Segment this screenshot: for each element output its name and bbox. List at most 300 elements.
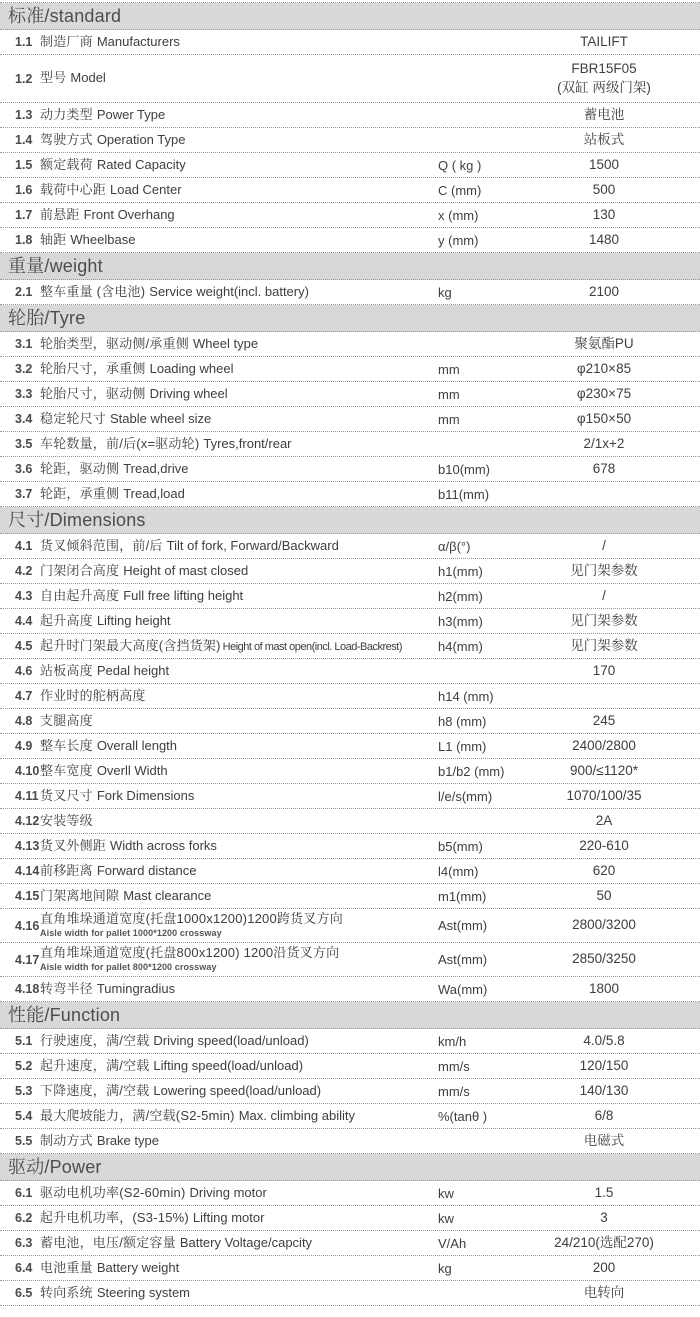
table-row (0, 1129, 700, 1154)
row-label-main (40, 158, 438, 173)
row-value (508, 1259, 700, 1278)
table-row (0, 178, 700, 203)
row-label-zh: 轮距，承重侧 (40, 485, 120, 501)
row-label-en: Forward distance (96, 862, 197, 878)
section-header: 轮胎/Tyre (0, 305, 700, 332)
row-label-en: Stable wheel size (110, 410, 212, 426)
row-label (40, 208, 438, 223)
row-number: 4.11 (15, 789, 39, 803)
row-label-en: Lowering speed(load/unload) (153, 1082, 322, 1098)
table-row (0, 684, 700, 709)
row-label-zh: 轮距，驱动侧 (40, 460, 120, 476)
row-label-main (40, 285, 438, 300)
row-label-en: Full free lifting height (123, 587, 244, 603)
row-label (40, 1034, 438, 1049)
row-label-zh: 动力类型 (40, 106, 93, 122)
row-number: 3.3 (15, 387, 33, 401)
section-header: 尺寸/Dimensions (0, 507, 700, 534)
row-value-line: 500 (592, 181, 616, 197)
row-label (40, 864, 438, 879)
row-label-zh: 轴距 (40, 231, 67, 247)
row-value-line: 245 (592, 712, 616, 728)
row-number: 4.3 (15, 589, 33, 603)
table-row (0, 128, 700, 153)
table-row (0, 228, 700, 253)
row-unit: Wa(mm) (438, 981, 488, 997)
row-value (508, 980, 700, 999)
row-value-line: TAILIFT (580, 33, 628, 49)
row-value-line: 1500 (588, 156, 620, 172)
row-label-subtext: Aisle width for pallet 800*1200 crossway (40, 962, 217, 973)
row-value-line: 120/150 (579, 1057, 629, 1073)
table-row (0, 709, 700, 734)
row-value (508, 916, 700, 935)
table-row (0, 734, 700, 759)
row-label-zh: 安装等级 (40, 812, 93, 828)
row-label-main (40, 71, 438, 86)
row-label (40, 1286, 438, 1301)
row-value (508, 612, 700, 631)
row-value-line: 6/8 (594, 1107, 614, 1123)
row-number: 4.10 (15, 764, 40, 778)
row-value (508, 737, 700, 756)
row-value-line: / (602, 537, 606, 553)
row-value-line: / (602, 587, 606, 603)
row-label (40, 462, 438, 477)
row-unit: h4(mm) (438, 638, 483, 654)
row-label-zh: 货叉尺寸 (40, 787, 93, 803)
row-number: 1.6 (15, 183, 33, 197)
row-unit: Ast(mm) (438, 952, 488, 967)
row-value-line: φ230×75 (576, 385, 632, 401)
row-value (508, 181, 700, 200)
row-label (40, 764, 438, 779)
table-row (0, 609, 700, 634)
row-value (508, 360, 700, 379)
row-unit: y (mm) (438, 232, 479, 248)
row-value (508, 283, 700, 302)
row-label-en: Tread,load (123, 485, 185, 501)
row-label-en: Driving speed(load/unload) (153, 1032, 309, 1048)
row-label-en: Height of mast closed (123, 562, 249, 578)
table-row (0, 784, 700, 809)
row-label-en: Tilt of fork, Forward/Backward (166, 537, 339, 553)
table-row (0, 859, 700, 884)
row-unit: h14 (mm) (438, 688, 494, 704)
row-label-zh: 自由起升高度 (40, 587, 120, 603)
row-label (40, 158, 438, 173)
row-label-main (40, 864, 438, 879)
row-value-line: FBR15F05 (571, 60, 637, 76)
row-label-main (40, 1261, 438, 1276)
row-unit: %(tanθ ) (438, 1108, 488, 1124)
row-number: 4.16 (15, 918, 40, 933)
row-label-en: Service weight(incl. battery) (149, 283, 309, 299)
row-label-en: Width across forks (110, 837, 217, 853)
row-label-main (40, 337, 438, 352)
row-label (40, 1236, 438, 1251)
row-label-main (40, 764, 438, 779)
row-label (40, 689, 438, 704)
row-label (40, 387, 438, 402)
row-label (40, 889, 438, 904)
row-number: 4.13 (15, 839, 40, 853)
row-label-subtext: Aisle width for pallet 1000*1200 crossway (40, 928, 222, 939)
row-value-line: 220-610 (579, 837, 629, 853)
table-row (0, 1079, 700, 1104)
row-number: 1.4 (15, 133, 33, 147)
row-unit: α/β(°) (438, 538, 471, 554)
row-label-en: Wheelbase (70, 231, 136, 247)
row-number: 1.1 (15, 35, 33, 49)
row-label-en: Battery weight (96, 1259, 180, 1275)
row-number: 5.4 (15, 1109, 33, 1123)
row-value (508, 131, 700, 150)
row-value-line: 130 (592, 206, 616, 222)
row-number: 4.18 (15, 982, 40, 996)
row-label-en: Power Type (96, 106, 166, 122)
row-value (508, 1057, 700, 1076)
row-number: 4.1 (15, 539, 33, 553)
row-number: 4.15 (15, 889, 40, 903)
row-label (40, 285, 438, 300)
row-number: 3.5 (15, 437, 33, 451)
row-number: 1.7 (15, 208, 33, 222)
row-value (508, 1184, 700, 1203)
row-label-zh: 轮胎尺寸，承重侧 (40, 360, 146, 376)
row-number: 6.1 (15, 1186, 33, 1200)
row-value (508, 1132, 700, 1151)
row-label-zh: 转向系统 (40, 1284, 93, 1300)
row-label-zh: 起升电机功率，(S3-15%) (40, 1209, 189, 1225)
row-value-line: 170 (592, 662, 616, 678)
table-row (0, 30, 700, 55)
row-unit: kg (438, 1260, 452, 1276)
row-label-en: Operation Type (96, 131, 186, 147)
table-row (0, 1181, 700, 1206)
row-value-line: 见门架参数 (570, 612, 638, 628)
row-label-en: Tumingradius (96, 980, 176, 996)
row-label (40, 1186, 438, 1201)
row-value-line: 200 (592, 1259, 616, 1275)
row-label (40, 1109, 438, 1124)
row-value-line: 2800/3200 (572, 917, 636, 933)
row-label-zh: 前移距离 (40, 862, 93, 878)
row-label-zh: 站板高度 (40, 662, 93, 678)
row-label-main (40, 183, 438, 198)
row-value-line: 2400/2800 (572, 737, 636, 753)
table-row (0, 153, 700, 178)
row-value (508, 587, 700, 606)
row-label-main (40, 1186, 438, 1201)
row-label-en: Driving wheel (149, 385, 228, 401)
spec-table (0, 2, 700, 1306)
row-unit: l4(mm) (438, 863, 479, 879)
row-label-zh: 货叉外侧距 (40, 837, 107, 853)
row-label-zh: 轮胎类型，驱动侧/承重侧 (40, 335, 190, 351)
row-label-en: Driving motor (189, 1184, 267, 1200)
row-label-zh: 直角堆垛通道宽度(托盘1000x1200)1200跨货叉方向 (40, 911, 343, 927)
row-label-main (40, 639, 438, 654)
row-label (40, 487, 438, 502)
row-number: 6.3 (15, 1236, 33, 1250)
row-label-main (40, 614, 438, 629)
row-value-line: 2A (595, 812, 613, 828)
row-number: 4.5 (15, 639, 33, 653)
row-unit: kw (438, 1185, 454, 1201)
row-label-zh: 整车重量 (含电池) (40, 283, 146, 299)
row-label (40, 108, 438, 123)
row-label-en: Overall length (96, 737, 178, 753)
row-value (508, 862, 700, 881)
table-row (0, 1029, 700, 1054)
row-label-main (40, 208, 438, 223)
section-header: 重量/weight (0, 253, 700, 280)
row-label-zh: 最大爬坡能力，满/空载(S2-5min) (40, 1107, 235, 1123)
row-unit: km/h (438, 1033, 467, 1049)
row-value-line: φ150×50 (576, 410, 632, 426)
row-label-main (40, 1084, 438, 1099)
row-value (508, 1284, 700, 1303)
row-unit: mm/s (438, 1083, 470, 1099)
row-label (40, 1084, 438, 1099)
row-label-zh: 驱动电机功率(S2-60min) (40, 1184, 186, 1200)
row-value-line: 电转向 (583, 1284, 625, 1300)
row-value (508, 1032, 700, 1051)
table-row (0, 432, 700, 457)
row-number: 4.2 (15, 564, 33, 578)
table-row (0, 1231, 700, 1256)
table-row (0, 357, 700, 382)
row-label-main (40, 1034, 438, 1049)
row-label (40, 564, 438, 579)
table-row (0, 977, 700, 1002)
row-label-zh: 稳定轮尺寸 (40, 410, 107, 426)
row-label (40, 912, 438, 938)
section-header: 驱动/Power (0, 1154, 700, 1181)
row-label-en: Fork Dimensions (96, 787, 195, 803)
table-row (0, 759, 700, 784)
row-value (508, 537, 700, 556)
row-value (508, 762, 700, 781)
table-row (0, 1256, 700, 1281)
row-number: 3.1 (15, 337, 33, 351)
row-label (40, 789, 438, 804)
row-label-zh: 作业时的舵柄高度 (40, 687, 146, 703)
row-number: 5.3 (15, 1084, 33, 1098)
row-value (508, 887, 700, 906)
table-row (0, 482, 700, 507)
row-label (40, 714, 438, 729)
row-value (508, 1234, 700, 1253)
row-value (508, 206, 700, 225)
row-value (508, 562, 700, 581)
row-label (40, 437, 438, 452)
row-label-main (40, 889, 438, 904)
row-unit: C (mm) (438, 182, 482, 198)
section-header: 标准/standard (0, 3, 700, 30)
row-label-zh: 额定载荷 (40, 156, 93, 172)
row-label-en: Pedal height (96, 662, 170, 678)
row-label-en: Load Center (110, 181, 182, 197)
row-value (508, 637, 700, 656)
row-label-main (40, 1286, 438, 1301)
table-row (0, 834, 700, 859)
table-row (0, 584, 700, 609)
row-number: 4.12 (15, 814, 40, 828)
row-label-main (40, 35, 438, 50)
row-value (508, 435, 700, 454)
row-label-main (40, 539, 438, 554)
row-label (40, 589, 438, 604)
row-value-line: 2/1x+2 (583, 435, 625, 451)
row-label-main (40, 233, 438, 248)
row-value (508, 410, 700, 429)
row-unit: mm (438, 411, 460, 427)
row-label-en: Max. climbing ability (238, 1107, 356, 1123)
row-number: 1.5 (15, 158, 33, 172)
row-value (508, 106, 700, 125)
table-row (0, 909, 700, 943)
table-row (0, 407, 700, 432)
row-label-zh: 整车长度 (40, 737, 93, 753)
row-label-en: Mast clearance (123, 887, 212, 903)
row-value (508, 1082, 700, 1101)
row-number: 1.3 (15, 108, 33, 122)
row-value-line: 140/130 (579, 1082, 629, 1098)
row-unit: b5(mm) (438, 838, 483, 854)
row-label (40, 133, 438, 148)
row-label-zh: 电池重量 (40, 1259, 93, 1275)
row-value (508, 787, 700, 806)
row-label-main (40, 108, 438, 123)
table-row (0, 884, 700, 909)
row-value-line: 2850/3250 (572, 951, 636, 967)
row-label-main (40, 564, 438, 579)
row-number: 2.1 (15, 285, 33, 299)
row-label-zh: 支腿高度 (40, 712, 93, 728)
row-number: 4.7 (15, 689, 33, 703)
row-label-main (40, 1109, 438, 1124)
row-unit: Ast(mm) (438, 918, 488, 933)
row-label-main (40, 814, 438, 829)
row-label-main (40, 1059, 438, 1074)
table-row (0, 534, 700, 559)
row-number: 3.2 (15, 362, 33, 376)
row-value (508, 662, 700, 681)
row-label-en: Tread,drive (123, 460, 189, 476)
row-unit: V/Ah (438, 1235, 467, 1251)
row-value (508, 1107, 700, 1126)
row-number: 3.7 (15, 487, 33, 501)
row-label-zh: 驾驶方式 (40, 131, 93, 147)
row-value-line: 电磁式 (583, 1132, 625, 1148)
row-unit: mm/s (438, 1058, 470, 1074)
row-label-zh: 门架闭合高度 (40, 562, 120, 578)
row-label-en: Lifting speed(load/unload) (153, 1057, 304, 1073)
row-label-main (40, 1134, 438, 1149)
row-value-line: 620 (592, 862, 616, 878)
row-label-main (40, 664, 438, 679)
row-value (508, 156, 700, 175)
row-label-zh: 车轮数量，前/后(x=驱动轮) (40, 435, 200, 451)
row-label (40, 71, 438, 86)
row-label-main (40, 133, 438, 148)
row-label-zh: 制造厂商 (40, 33, 93, 49)
row-number: 5.2 (15, 1059, 33, 1073)
row-label (40, 539, 438, 554)
row-value-line: 50 (596, 887, 612, 903)
row-label-zh: 起升高度 (40, 612, 93, 628)
row-number: 4.17 (15, 952, 40, 967)
row-label-en: Tyres,front/rear (203, 435, 292, 451)
row-value-line: 站板式 (583, 131, 625, 147)
row-value-line: 4.0/5.8 (583, 1032, 625, 1048)
row-value-line: 见门架参数 (570, 637, 638, 653)
row-value-line: 1070/100/35 (566, 787, 642, 803)
row-unit: b11(mm) (438, 486, 490, 502)
row-label (40, 337, 438, 352)
row-label-zh: 起升时门架最大高度(含挡货架) (40, 637, 221, 653)
row-value (508, 385, 700, 404)
row-label (40, 739, 438, 754)
row-number: 4.9 (15, 739, 33, 753)
row-label-main (40, 412, 438, 427)
row-value-line: φ210×85 (576, 360, 632, 376)
row-value (508, 950, 700, 969)
row-number: 5.1 (15, 1034, 33, 1048)
row-unit: Q ( kg ) (438, 157, 482, 173)
row-label-main (40, 362, 438, 377)
row-value (508, 60, 700, 98)
row-label (40, 839, 438, 854)
table-row (0, 1104, 700, 1129)
row-value-line: 蓄电池 (583, 106, 625, 122)
row-label-en: Overll Width (96, 762, 168, 778)
table-row (0, 332, 700, 357)
row-label-zh: 起升速度，满/空载 (40, 1057, 150, 1073)
row-value-line: 24/210(选配270) (554, 1234, 654, 1250)
row-unit: b1/b2 (mm) (438, 763, 505, 779)
row-label-main (40, 437, 438, 452)
row-label-main (40, 789, 438, 804)
row-unit: mm (438, 386, 460, 402)
row-label-en: Front Overhang (83, 206, 175, 222)
row-value (508, 460, 700, 479)
table-row (0, 203, 700, 228)
table-row (0, 382, 700, 407)
row-label-en: Loading wheel (149, 360, 234, 376)
row-label (40, 412, 438, 427)
row-label-en: Lifting height (96, 612, 171, 628)
row-unit: L1 (mm) (438, 738, 487, 754)
row-label (40, 814, 438, 829)
section-header: 性能/Function (0, 1002, 700, 1029)
row-label (40, 639, 438, 654)
row-label-en: Wheel type (193, 335, 259, 351)
row-label-en: Brake type (96, 1132, 159, 1148)
row-label-main (40, 714, 438, 729)
row-label (40, 1134, 438, 1149)
row-unit: m1(mm) (438, 888, 487, 904)
row-label-en: Rated Capacity (96, 156, 186, 172)
row-value-line: 2100 (588, 283, 620, 299)
row-label-en: Manufacturers (96, 33, 180, 49)
row-value-line2: (双缸 两级门架) (557, 79, 651, 95)
row-value (508, 231, 700, 250)
row-value-line: 1480 (588, 231, 620, 247)
row-label-zh: 蓄电池，电压/额定容量 (40, 1234, 176, 1250)
